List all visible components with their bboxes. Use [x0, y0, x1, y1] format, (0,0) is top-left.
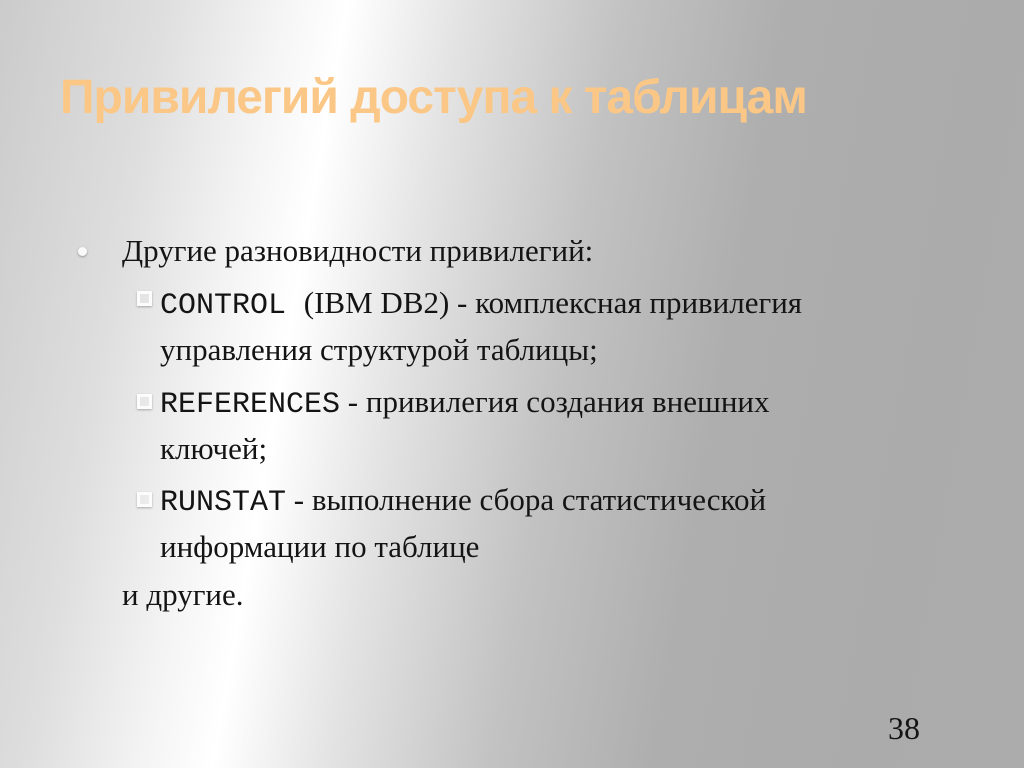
- sub-bullet-runstat-line2: информации по таблице: [160, 529, 480, 564]
- sub-bullet-references: [160, 380, 900, 470]
- lead-bullet-text: Другие разновидности привилегий:: [122, 233, 594, 268]
- keyword-references: REFERENCES: [160, 388, 341, 422]
- slide-title: Привилегий доступа к таблицам: [60, 71, 807, 124]
- sub-bullet-control: [160, 281, 900, 371]
- sub-bullet-control-line1: (IBM DB2) - комплексная привилегия: [303, 285, 803, 320]
- sub-bullet-runstat: [160, 478, 900, 568]
- square-bullet-icon: [137, 492, 152, 507]
- keyword-control: CONTROL: [160, 289, 287, 323]
- round-bullet-icon: [78, 247, 87, 256]
- sub-bullet-references-line2: ключей;: [160, 431, 268, 466]
- sub-bullet-references-line1: - привилегия создания внешних: [347, 384, 770, 419]
- sub-bullet-control-line2: управления структурой таблицы;: [160, 332, 598, 367]
- page-number: 38: [888, 710, 920, 746]
- sub-bullet-runstat-line1: - выполнение сбора статистической: [293, 482, 767, 517]
- square-bullet-icon: [137, 291, 152, 306]
- square-bullet-icon: [137, 394, 152, 409]
- keyword-runstat: RUNSTAT: [160, 486, 287, 520]
- closing-text: и другие.: [122, 577, 244, 612]
